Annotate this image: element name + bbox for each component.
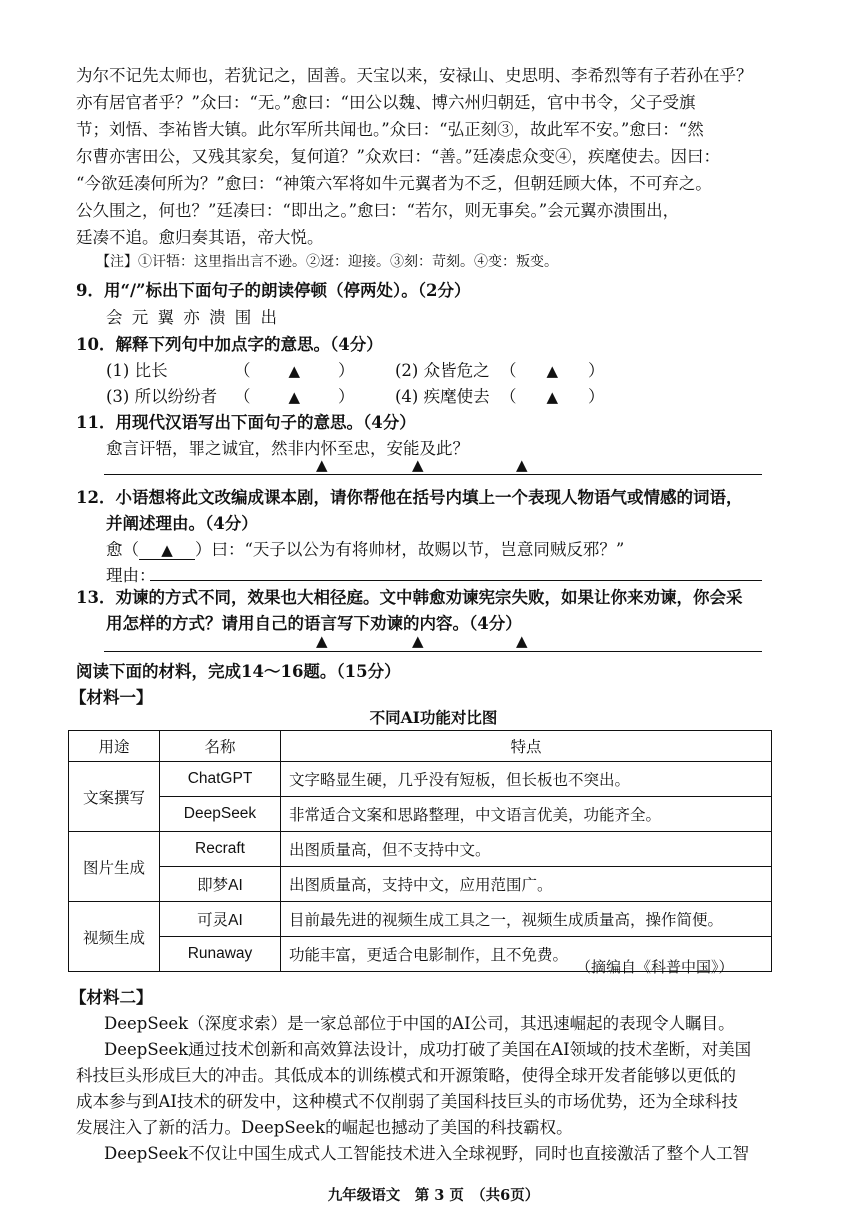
paren-close: ）: [588, 361, 605, 380]
question-12-stem-1: 12．小语想将此文改编成课本剧，请你帮他在括号内填上一个表现人物语气或情感的词语，: [76, 488, 743, 507]
material-2-line: DeepSeek不仅让中国生成式人工智能技术进入全球视野，同时也直接激活了整个人工智: [104, 1144, 750, 1163]
answer-mark: ▲: [288, 362, 301, 380]
q10-answer-4[interactable]: [500, 383, 605, 407]
question-13-stem-1: 13．劝谏的方式不同，效果也大相径庭。文中韩愈劝谏宪宗失败，如果让你来劝谏，你会采: [76, 588, 743, 607]
name-cell: Runaway: [160, 937, 281, 972]
paren-close: ）: [588, 387, 605, 406]
table-header-row: [69, 731, 772, 762]
answer-mark: ▲: [316, 456, 328, 474]
fill-prefix: 愈（: [106, 540, 139, 559]
name-cell: 即梦AI: [160, 867, 281, 902]
name-cell: ChatGPT: [160, 762, 281, 797]
paren-open: （: [234, 361, 251, 380]
passage-line: 廷凑不追。愈归奏其语，帝大悦。: [76, 228, 324, 247]
passage-line: 节；刘悟、李祐皆大镇。此尔军所共闻也。”众曰：“弘正刻③，故此军不安。”愈曰：“然: [76, 120, 704, 139]
q10-item-3: [106, 383, 217, 407]
header-feature: 特点: [281, 731, 772, 762]
question-13-stem-2: 用怎样的方式？请用自己的语言写下劝谏的内容。（4分）: [106, 614, 522, 633]
material-2-label: 【材料二】: [70, 988, 153, 1007]
table-source: （摘编自《科普中国》）: [576, 958, 734, 976]
question-9-sentence: 会 元 翼 亦 溃 围 出: [106, 308, 279, 327]
answer-mark: ▲: [412, 632, 424, 650]
passage-line: “今欲廷凑何所为？”愈曰：“神策六军将如牛元翼者为不乏，但朝廷顾大体，不可弃之。: [76, 174, 712, 193]
table-row: [69, 797, 772, 832]
passage-line: 尔曹亦害田公，又残其家矣，复何道？”众欢曰：“善。”廷凑虑众变④，疾麾使去。因曰：: [76, 147, 721, 166]
name-cell: Recraft: [160, 832, 281, 867]
feature-cell: 功能丰富，更适合电影制作，且不免费。: [281, 937, 772, 972]
paren-close: ）: [338, 387, 355, 406]
answer-rule: [104, 651, 762, 652]
feature-cell: 文字略显生硬，几乎没有短板，但长板也不突出。: [281, 762, 772, 797]
use-cell: 图片生成: [69, 832, 160, 902]
question-11-sentence: 愈言讦牾，罪之诚宜，然非内怀至忠，安能及此？: [106, 439, 469, 458]
table-row: [69, 832, 772, 867]
q10-item-label: (3) 所以纷纷者: [106, 387, 218, 406]
material-2-line: 成本参与到AI技术的研发中，这种模式不仅削弱了美国科技巨头的市场优势，还为全球科技: [76, 1092, 738, 1111]
q10-answer-1[interactable]: [234, 357, 355, 381]
paren-close: ）: [338, 361, 355, 380]
feature-cell: 出图质量高，支持中文，应用范围广。: [281, 867, 772, 902]
answer-mark: ▲: [546, 388, 559, 406]
question-10-stem: 10．解释下列句中加点字的意思。（4分）: [76, 335, 383, 354]
q12-fill-sentence: [106, 536, 624, 560]
material-2-line: DeepSeek（深度求索）是一家总部位于中国的AI公司，其迅速崛起的表现令人瞩目。: [104, 1014, 735, 1033]
table-title: 不同AI功能对比图: [369, 708, 498, 727]
question-9-stem: 9．用“/”标出下面句子的朗读停顿（停两处）。（2分）: [76, 281, 471, 300]
table-row: [69, 762, 772, 797]
q10-answer-2[interactable]: [500, 357, 605, 381]
passage-line: 公久围之，何也？”廷凑曰：“即出之。”愈曰：“若尔，则无事矣。”会元翼亦溃围出，: [76, 201, 680, 220]
answer-mark: ▲: [546, 362, 559, 380]
answer-rule: [104, 474, 762, 475]
fill-suffix: ）曰：“天子以公为有将帅材，故赐以节，岂意同贼反邪？”: [195, 540, 625, 559]
material-1-label: 【材料一】: [70, 688, 153, 707]
question-11-stem: 11．用现代汉语写出下面句子的意思。（4分）: [76, 413, 416, 432]
q12-reason-line[interactable]: [150, 580, 762, 581]
use-cell: 视频生成: [69, 902, 160, 972]
feature-cell: 出图质量高，但不支持中文。: [281, 832, 772, 867]
question-12-stem-2: 并阐述理由。（4分）: [106, 514, 258, 533]
material-2-line: DeepSeek通过技术创新和高效算法设计，成功打破了美国在AI领域的技术垄断，对美国: [104, 1040, 752, 1059]
feature-cell: 非常适合文案和思路整理，中文语言优美，功能齐全。: [281, 797, 772, 832]
q10-item-label: (4) 疾麾使去: [395, 387, 490, 406]
answer-mark: ▲: [516, 632, 528, 650]
name-cell: 可灵AI: [160, 902, 281, 937]
answer-mark: ▲: [288, 388, 301, 406]
feature-cell: 目前最先进的视频生成工具之一，视频生成质量高，操作简便。: [281, 902, 772, 937]
q10-answer-3[interactable]: [234, 383, 355, 407]
q12-fill-blank[interactable]: ▲: [139, 541, 195, 560]
q10-item-label: (2) 众皆危之: [395, 361, 490, 380]
ai-comparison-table: [68, 730, 772, 972]
answer-mark: ▲: [516, 456, 528, 474]
material-2-line: 发展注入了新的活力。DeepSeek的崛起也撼动了美国的科技霸权。: [76, 1118, 573, 1137]
page-footer: 九年级语文 第 3 页 （共6页）: [327, 1187, 540, 1204]
paren-open: （: [500, 387, 517, 406]
paren-open: （: [500, 361, 517, 380]
q12-reason-label: 理由：: [106, 566, 156, 585]
header-name: 名称: [160, 731, 281, 762]
q10-item-1: [106, 357, 168, 381]
table-row: [69, 867, 772, 902]
passage-note: 【注】①讦牾：这里指出言不逊。②迓：迎接。③刻：苛刻。④变：叛变。: [96, 254, 558, 270]
passage-line: 亦有居官者乎？”众曰：“无。”愈曰：“田公以魏、博六州归朝廷，官中书令，父子受旗: [76, 93, 696, 112]
q10-item-2: [395, 357, 490, 381]
q10-item-label: (1) 比长: [106, 361, 168, 380]
q10-item-4: [395, 383, 490, 407]
header-use: 用途: [69, 731, 160, 762]
answer-mark: ▲: [316, 632, 328, 650]
section-intro: 阅读下面的材料，完成14～16题。（15分）: [76, 662, 401, 681]
use-cell: 文案撰写: [69, 762, 160, 832]
answer-mark: ▲: [412, 456, 424, 474]
paren-open: （: [234, 387, 251, 406]
passage-line: 为尔不记先太师也，若犹记之，固善。天宝以来，安禄山、史思明、李希烈等有子若孙在乎？: [76, 66, 753, 85]
material-2-line: 科技巨头形成巨大的冲击。其低成本的训练模式和开源策略，使得全球开发者能够以更低的: [76, 1066, 736, 1085]
table-row: [69, 902, 772, 937]
name-cell: DeepSeek: [160, 797, 281, 832]
